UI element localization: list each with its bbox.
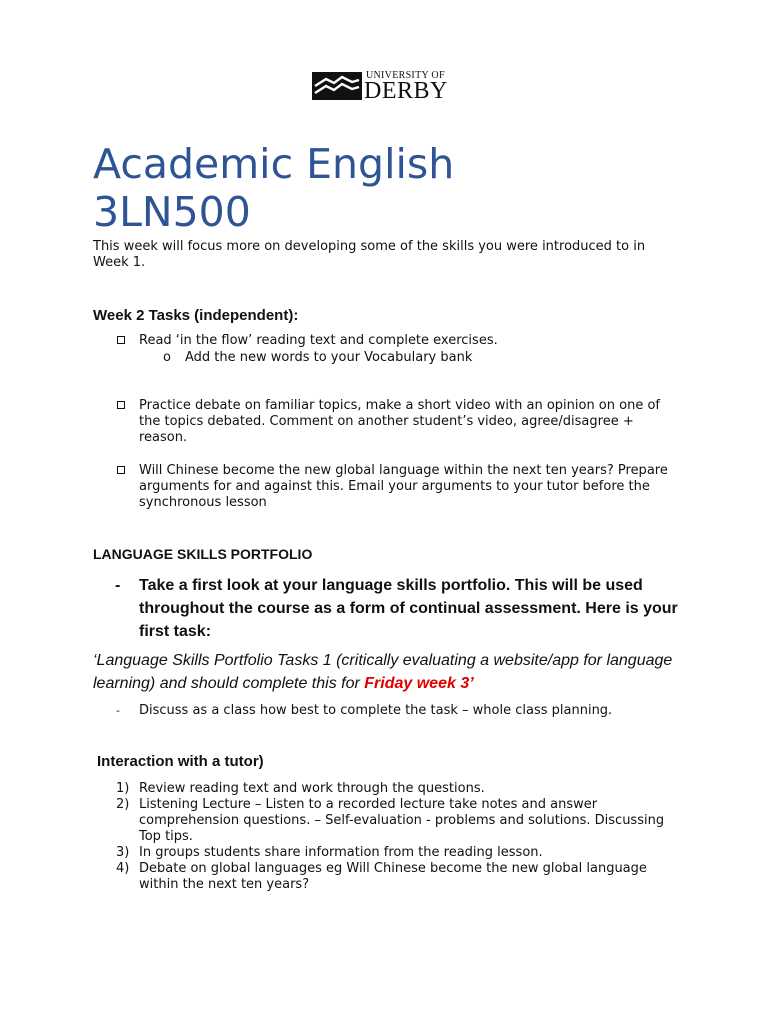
closing-quote: ’ (469, 675, 474, 692)
item-number: 4) (116, 861, 130, 876)
week2-heading: Week 2 Tasks (independent): (93, 307, 299, 324)
interaction-heading: Interaction with a tutor) (97, 753, 264, 770)
title-line-1: Academic English (93, 140, 455, 188)
dash-bullet: - (115, 577, 121, 594)
portfolio-heading: LANGUAGE SKILLS PORTFOLIO (93, 546, 313, 562)
item-text: Debate on global languages eg Will Chinese become the new global language within the next ten years? (139, 861, 647, 892)
portfolio-task-paragraph (93, 649, 673, 695)
derby-mountains-icon (312, 72, 362, 100)
item-number: 1) (116, 781, 130, 796)
list-item (116, 781, 676, 797)
checkbox-bullet-icon (117, 336, 125, 344)
deadline-text: Friday week 3 (364, 675, 470, 692)
item-text: In groups students share information from the reading lesson. (139, 845, 543, 860)
task-text: Practice debate on familiar topics, make a short video with an opinion on one of the topics debated. Comment on another student’s video, agree/disagree + reason. (139, 398, 660, 445)
list-item (117, 333, 677, 349)
document-title (93, 140, 693, 236)
portfolio-bold-text: Take a first look at your language skills portfolio. This will be used throughout the course as a form of continual assessment. Here is your first task: (139, 577, 678, 640)
university-of-derby-logo (312, 70, 448, 104)
checkbox-bullet-icon (117, 466, 125, 474)
discussion-text: Discuss as a class how best to complete the task – whole class planning. (139, 703, 613, 718)
task-text: Read ‘in the flow’ reading text and complete exercises. (139, 333, 498, 348)
item-text: Listening Lecture – Listen to a recorded lecture take notes and answer comprehension questions. – Self-evaluation - problems and solutions. Discussing Top tips. (139, 797, 665, 844)
portfolio-italic-text: ‘Language Skills Portfolio Tasks 1 (critically evaluating a website/app for language learning) and should complete this for (93, 652, 673, 692)
intro-paragraph: This week will focus more on developing some of the skills you were introduced to in Week 1. (93, 239, 646, 270)
list-item (116, 861, 676, 893)
task-text: Will Chinese become the new global language within the next ten years? Prepare arguments for and against this. Email your arguments to your tutor before the synchronous lesson (139, 463, 668, 510)
circle-bullet-icon: o (163, 350, 171, 365)
task-list-3 (117, 463, 677, 511)
subtask-text: Add the new words to your Vocabulary bank (185, 350, 473, 365)
item-text: Review reading text and work through the questions. (139, 781, 485, 796)
dash-bullet: - (116, 704, 120, 717)
logo-university-of: UNIVERSITY OF (366, 70, 445, 81)
logo-derby: DERBY (364, 78, 448, 104)
task-list-2 (117, 398, 677, 446)
checkbox-bullet-icon (117, 401, 125, 409)
interaction-list (116, 781, 676, 893)
task-list-1 (117, 333, 677, 349)
title-line-2: 3LN500 (93, 188, 251, 236)
list-item (116, 797, 676, 845)
list-item (117, 463, 677, 511)
item-number: 2) (116, 797, 130, 812)
list-item (117, 398, 677, 446)
item-number: 3) (116, 845, 130, 860)
list-item (116, 845, 676, 861)
